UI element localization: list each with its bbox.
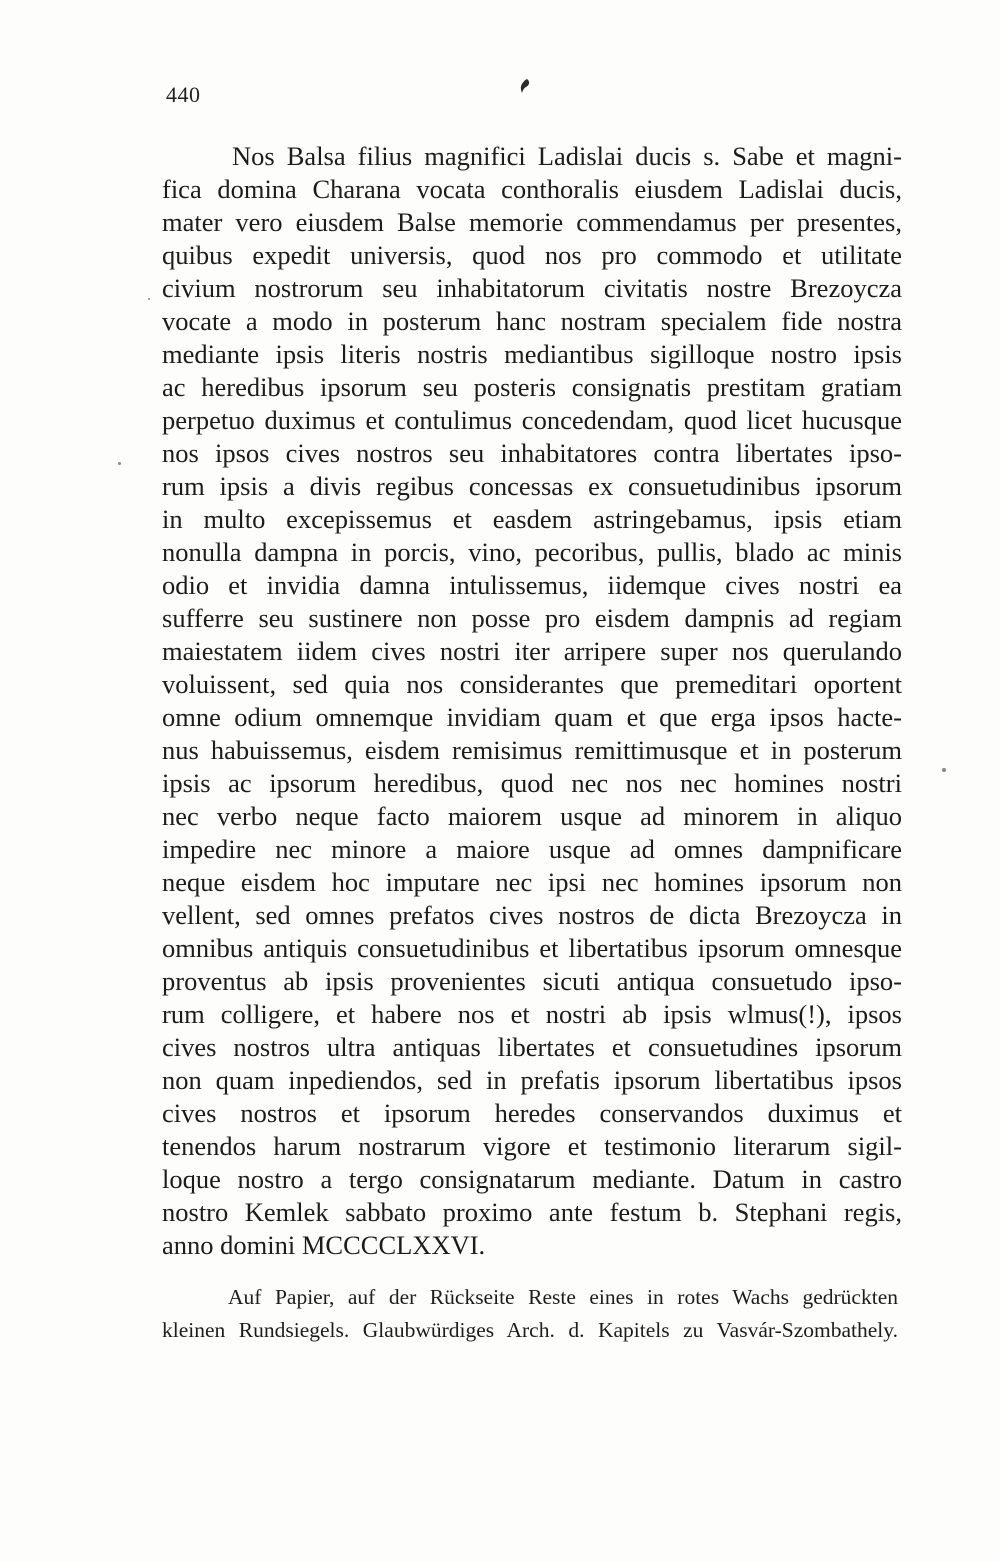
text-line: mediante ipsis literis nostris mediantibus sigilloque nostro ipsis bbox=[162, 339, 902, 369]
text-line: odio et invidia damna intulissemus, iidemque cives nostri ea bbox=[162, 570, 902, 600]
text-line: in multo excepissemus et easdem astringebamus, ipsis etiam bbox=[162, 504, 902, 534]
text-line: loque nostro a tergo consignatarum mediante. Datum in castro bbox=[162, 1164, 902, 1194]
text-line: mater vero eiusdem Balse memorie commendamus per presentes, bbox=[162, 207, 902, 237]
text-line: sufferre seu sustinere non posse pro eisdem dampnis ad regiam bbox=[162, 603, 902, 633]
text-line: cives nostros ultra antiquas libertates et consuetudines ipsorum bbox=[162, 1032, 902, 1062]
text-line: nus habuissemus, eisdem remisimus remittimusque et in posterum bbox=[162, 735, 902, 765]
text-line: nonulla dampna in porcis, vino, pecoribus, pullis, blado ac minis bbox=[162, 537, 902, 567]
source-note bbox=[162, 1281, 898, 1347]
text-line: Nos Balsa filius magnifici Ladislai ducis s. Sabe et magni- bbox=[232, 141, 902, 171]
printer-ornament-icon bbox=[518, 78, 532, 94]
text-line: vocate a modo in posterum hanc nostram specialem fide nostra bbox=[162, 306, 902, 336]
text-line: rum colligere, et habere nos et nostri ab ipsis wlmus(!), ipsos bbox=[162, 999, 902, 1029]
text-line: cives nostros et ipsorum heredes conservandos duximus et bbox=[162, 1098, 902, 1128]
note-line: Auf Papier, auf der Rückseite Reste eines in rotes Wachs gedrückten bbox=[228, 1285, 898, 1309]
text-line: voluissent, sed quia nos considerantes que premeditari oportent bbox=[162, 669, 902, 699]
text-line: perpetuo duximus et contulimus concedendam, quod licet hucusque bbox=[162, 405, 902, 435]
text-line: rum ipsis a divis regibus concessas ex consuetudinibus ipsorum bbox=[162, 471, 902, 501]
text-line: ac heredibus ipsorum seu posteris consignatis prestitam gratiam bbox=[162, 372, 902, 402]
text-line: maiestatem iidem cives nostri iter arripere super nos querulando bbox=[162, 636, 902, 666]
text-line: nostro Kemlek sabbato proximo ante festum b. Stephani regis, bbox=[162, 1197, 902, 1227]
paper-speck bbox=[148, 298, 150, 300]
paper-speck bbox=[942, 768, 946, 772]
paper-speck bbox=[118, 462, 121, 465]
text-line: vellent, sed omnes prefatos cives nostros de dicta Brezoycza in bbox=[162, 900, 902, 930]
text-line: nec verbo neque facto maiorem usque ad minorem in aliquo bbox=[162, 801, 902, 831]
text-line: nos ipsos cives nostros seu inhabitatores contra libertates ipso- bbox=[162, 438, 902, 468]
text-line: anno domini MCCCCLXXVI. bbox=[162, 1230, 486, 1260]
charter-text bbox=[162, 140, 902, 1262]
text-line: impedire nec minore a maiore usque ad omnes dampnificare bbox=[162, 834, 902, 864]
text-line: ipsis ac ipsorum heredibus, quod nec nos nec homines nostri bbox=[162, 768, 902, 798]
note-line: kleinen Rundsiegels. Glaubwürdiges Arch. d. Kapitels zu Vasvár-Szombathely. bbox=[162, 1318, 898, 1342]
text-line: civium nostrorum seu inhabitatorum civitatis nostre Brezoycza bbox=[162, 273, 902, 303]
text-line: non quam inpediendos, sed in prefatis ipsorum libertatibus ipsos bbox=[162, 1065, 902, 1095]
text-line: tenendos harum nostrarum vigore et testimonio literarum sigil- bbox=[162, 1131, 902, 1161]
text-line: omne odium omnemque invidiam quam et que erga ipsos hacte- bbox=[162, 702, 902, 732]
text-line: neque eisdem hoc imputare nec ipsi nec homines ipsorum non bbox=[162, 867, 902, 897]
page-number: 440 bbox=[166, 82, 201, 107]
text-line: omnibus antiquis consuetudinibus et libertatibus ipsorum omnesque bbox=[162, 933, 902, 963]
text-line: proventus ab ipsis provenientes sicuti antiqua consuetudo ipso- bbox=[162, 966, 902, 996]
text-line: quibus expedit universis, quod nos pro commodo et utilitate bbox=[162, 240, 902, 270]
text-line: fica domina Charana vocata conthoralis eiusdem Ladislai ducis, bbox=[162, 174, 902, 204]
